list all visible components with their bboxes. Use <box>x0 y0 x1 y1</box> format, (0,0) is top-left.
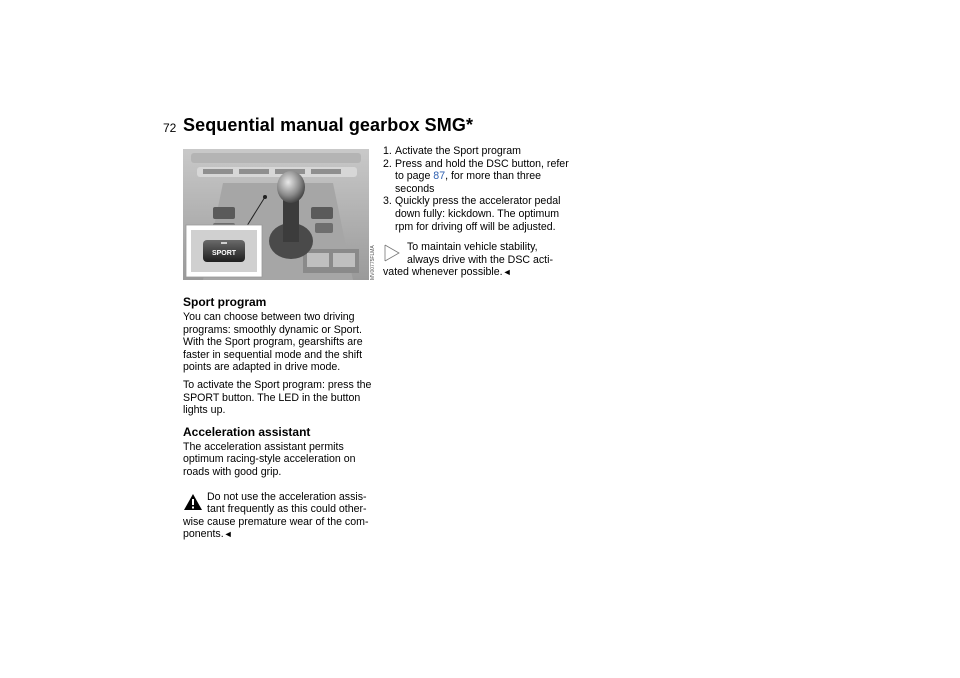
sport-button-label: SPORT <box>211 250 237 257</box>
step-number: 1. <box>383 145 392 157</box>
sport-program-paragraph-2: To activate the Sport program: press the SPORT button. The LED in the button lights up. <box>183 378 372 417</box>
warning-triangle-icon <box>183 493 203 511</box>
step-1 <box>383 145 578 158</box>
step-text: Activate the Sport program <box>395 145 522 157</box>
dsc-note <box>383 241 578 279</box>
figure-code-text: MV00775FLMA <box>370 245 376 280</box>
end-mark: ◄ <box>502 267 512 278</box>
acceleration-assistant-paragraph: The acceleration assistant permits optimum racing-style acceleration on roads with good grip. <box>183 440 356 478</box>
figure-code <box>369 218 379 280</box>
right-column <box>383 145 578 279</box>
step-number: 3. <box>383 195 392 208</box>
step-3 <box>383 195 578 233</box>
page-number: 72 <box>163 121 177 135</box>
warning-line-1: Do not use the acceleration assis- <box>207 490 367 503</box>
step-2 <box>383 158 578 196</box>
note-line-1: To maintain vehicle stability, <box>407 241 538 254</box>
acceleration-assistant-heading: Acceleration assistant <box>183 424 311 439</box>
sport-program-heading: Sport program <box>183 295 267 309</box>
note-arrow-icon <box>383 243 403 263</box>
left-column <box>183 295 378 541</box>
gear-selector-photo <box>183 149 369 280</box>
page-link[interactable]: 87 <box>433 170 446 183</box>
warning-rest: wise cause premature wear of the com- ponents.◄ <box>183 515 369 541</box>
step-text: , for more than three seconds <box>395 170 542 195</box>
note-line-2: always drive with the DSC acti- <box>407 253 554 266</box>
sport-program-paragraph-1: You can choose between two driving programs: smoothly dynamic or Sport. With the Sport program, gearshifts are faster in sequential mode and the shift points are adapted in drive mode. <box>183 311 363 374</box>
note-rest: always drive with the DSC acti- vated whenever possible.◄ <box>383 254 578 279</box>
step-number: 2. <box>383 157 392 170</box>
gear-selector-illustration <box>183 149 369 280</box>
warning-line-2: tant frequently as this could other- <box>207 503 367 516</box>
page-title: Sequential manual gearbox SMG* <box>183 115 474 135</box>
end-mark: ◄ <box>223 529 233 540</box>
step-text: Press and hold the DSC button, refer to page <box>395 157 569 183</box>
steps-list <box>383 145 578 233</box>
warning-note <box>183 491 378 541</box>
step-text: Quickly press the accelerator pedal down fully: kickdown. The optimum rpm for driving off will be adjusted. <box>395 195 561 233</box>
